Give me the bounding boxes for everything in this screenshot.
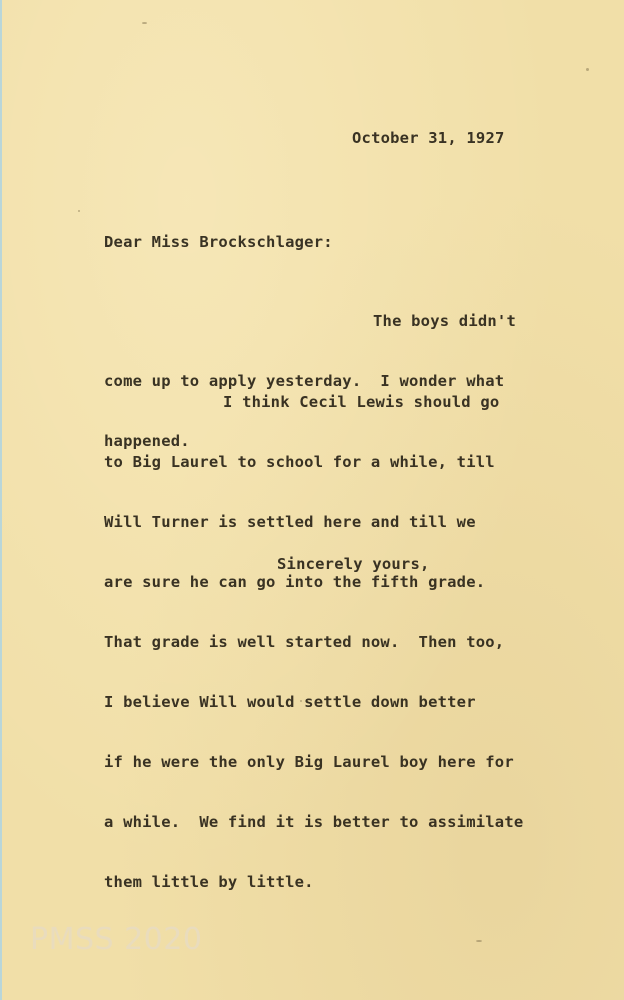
paragraph-line: I think Cecil Lewis should go: [223, 393, 500, 411]
paper-fleck: [142, 22, 147, 24]
letter-closing: Sincerely yours,: [277, 555, 430, 573]
paragraph-line: come up to apply yesterday. I wonder what: [104, 372, 505, 390]
paper-edge: [0, 0, 2, 1000]
letter-date: October 31, 1927: [352, 129, 505, 147]
paper-fleck: [476, 940, 482, 942]
paragraph-line: to Big Laurel to school for a while, till: [104, 453, 495, 471]
paragraph-line: them little by little.: [104, 873, 314, 891]
paragraph-line: are sure he can go into the fifth grade.: [104, 573, 486, 591]
paragraph-line: a while. We find it is better to assimilate: [104, 813, 524, 831]
paragraph-line: happened.: [104, 432, 190, 450]
letter-salutation: Dear Miss Brockschlager:: [104, 233, 333, 251]
paragraph-line: The boys didn't: [373, 312, 516, 330]
paragraph-line: Will Turner is settled here and till we: [104, 513, 476, 531]
paragraph-2: [104, 352, 523, 932]
paper-fleck: [586, 68, 589, 71]
paper-fleck: [78, 210, 80, 212]
paragraph-line: if he were the only Big Laurel boy here for: [104, 753, 514, 771]
paragraph-line: I believe Will would settle down better: [104, 693, 476, 711]
archive-watermark: PMSS 2020: [30, 922, 203, 957]
paragraph-line: That grade is well started now. Then too,: [104, 633, 505, 651]
